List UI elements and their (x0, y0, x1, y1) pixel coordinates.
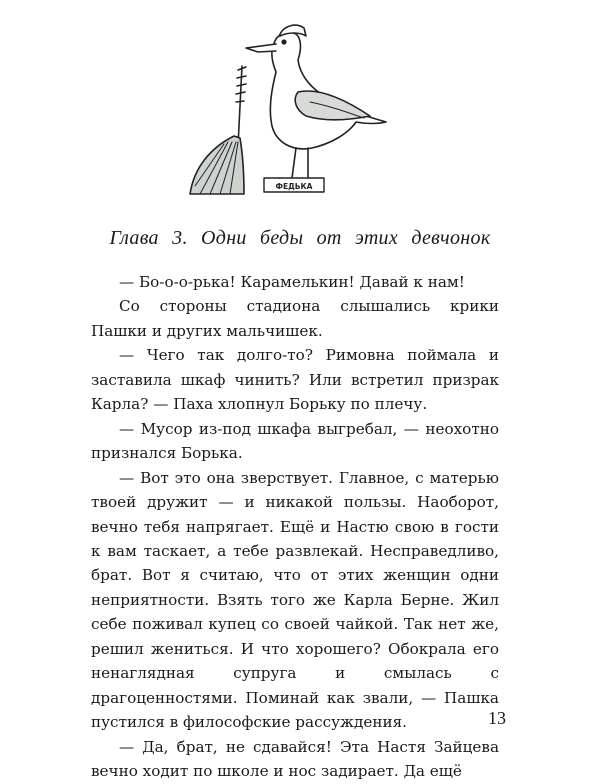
seagull-illustration (180, 18, 390, 202)
chapter-title: Глава 3. Одни беды от этих девчонок (109, 227, 491, 249)
page-number: 13 (488, 708, 506, 728)
paragraph: — Да, брат, не сдавайся! Эта Настя Зайцева вечно ходит по школе и нос задирает. Да ещё (91, 737, 499, 781)
plaque-label: ФЕДЬКА (275, 182, 313, 191)
seagull-drawing (180, 18, 390, 202)
paragraph: — Бо-о-о-рька! Карамелькин! Давай к нам! (119, 273, 465, 291)
paragraph: — Чего так долго-то? Римовна поймала и заставила шкаф чинить? Или встретил призрак Карла? — Паха хлопнул Борьку по плечу. (91, 346, 499, 414)
body-text (91, 270, 499, 784)
paragraph: — Вот это она зверствует. Главное, с матерью твоей дружит — и никакой пользы. Наоборот, вечно тебя напрягает. Ещё и Настю свою в гости к вам таскает, а тебе развлекай. Несправедливо, брат. Вот я считаю, что от этих женщин одни неприятности. Взять того же Карла Берне. Жил себе поживал купец со своей чайкой. Так нет же, решил жениться. И что хорошего? Обокрала его ненаглядная супруга и смылась с драгоценностями. Поминай как звали, — Пашка пустился в философские рассуждения. (91, 468, 499, 732)
paragraph: Со стороны стадиона слышались крики Пашки и других мальчишек. (91, 297, 499, 340)
paragraph: — Мусор из-под шкафа выгребал, — неохотно признался Борька. (91, 419, 499, 463)
